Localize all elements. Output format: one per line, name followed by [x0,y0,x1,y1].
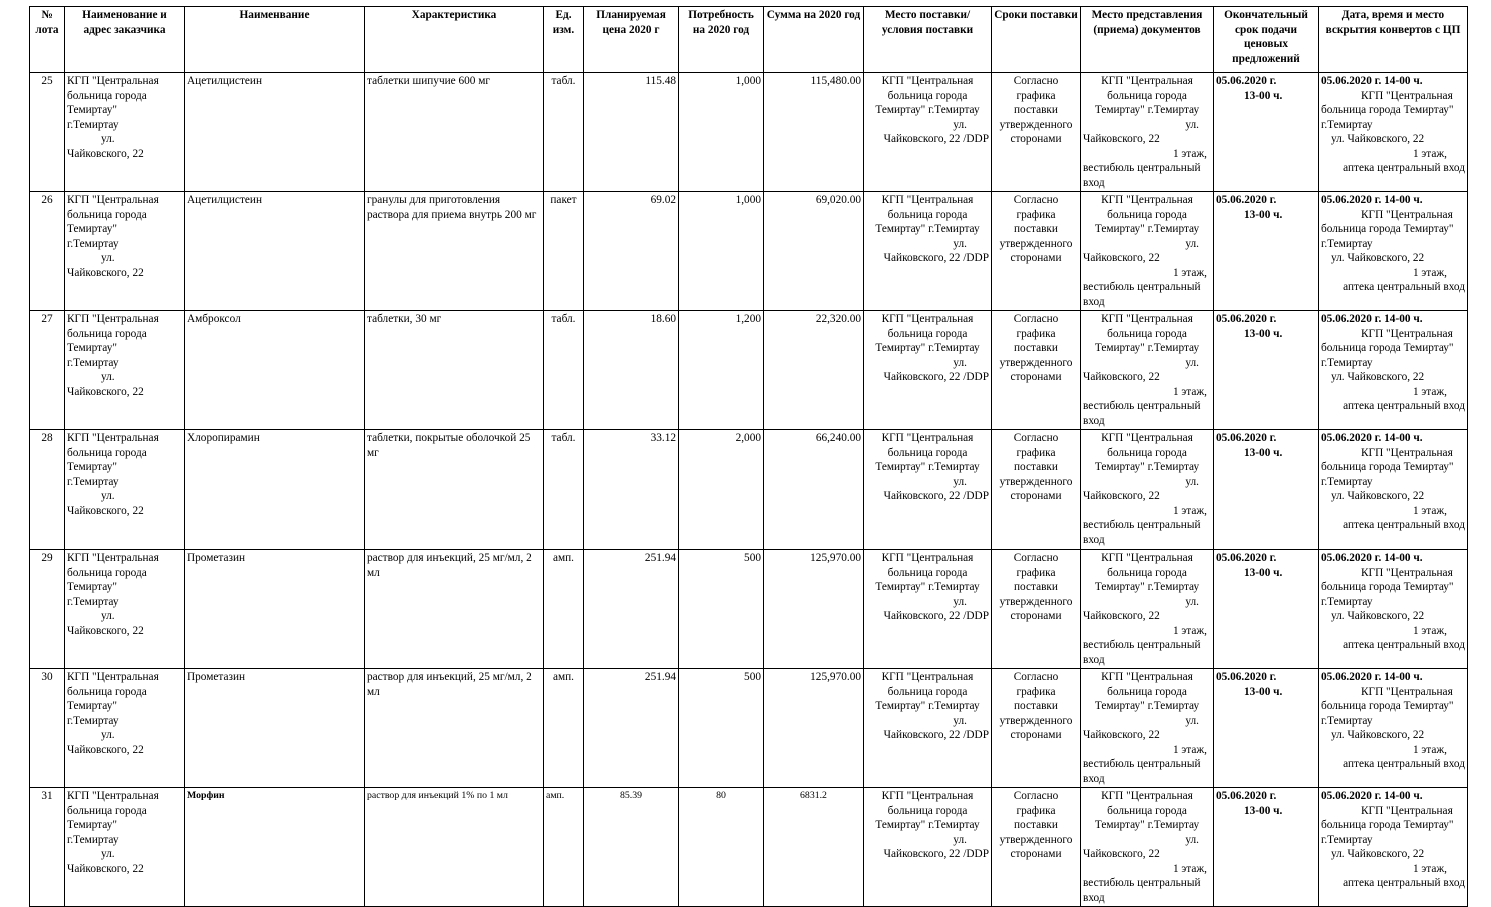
total-sum: 6831.2 [764,788,864,907]
delivery-line: Чайковского, 22 /DDP [883,490,989,502]
delivery-place [864,788,992,907]
header-row [30,7,1468,73]
customer-line: г.Темиртау [67,237,119,250]
customer-line: КГП "Центральная больница города Темиртау" [67,432,159,473]
delivery-place [864,192,992,311]
quantity: 80 [679,788,764,907]
customer-line: КГП "Центральная больница города Темиртау" [67,194,159,235]
opening-datetime: 05.06.2020 г. 14-00 ч. [1321,552,1423,564]
docs-line: 1 этаж, [1172,624,1207,637]
opening-line: аптека центральный вход [1343,281,1465,293]
delivery-line: Чайковского, 22 /DDP [883,133,989,145]
opening-datetime: 05.06.2020 г. 14-00 ч. [1321,790,1423,802]
drug-spec: раствор для инъекций, 25 мг/мл, 2 мл [365,550,544,669]
docs-line: ул. [1185,475,1199,488]
opening-line: г.Темиртау [1321,237,1373,250]
envelope-opening [1319,788,1468,907]
delivery-terms: Согласно графика поставки утвержденного сторонами [992,192,1081,311]
lot-number: 29 [30,550,65,669]
docs-line: ул. [1185,237,1199,250]
customer-line: г.Темиртау [67,595,119,608]
opening-datetime: 05.06.2020 г. 14-00 ч. [1321,75,1423,87]
header-delivery: Место поставки/условия поставки [864,7,992,73]
customer-line: Чайковского, 22 [67,266,144,279]
customer-address [65,669,185,788]
customer-line: Чайковского, 22 [67,385,144,398]
deadline-date: 05.06.2020 г. [1216,313,1277,325]
quantity: 1,000 [679,192,764,311]
delivery-terms: Согласно графика поставки утвержденного сторонами [992,669,1081,788]
opening-line: ул. Чайковского, 22 [1331,490,1425,502]
delivery-place [864,73,992,192]
customer-line: г.Темиртау [67,833,119,846]
lot-number: 27 [30,311,65,430]
customer-line: Чайковского, 22 [67,743,144,756]
deadline [1214,788,1319,907]
unit: табл. [544,430,584,550]
opening-line: г.Темиртау [1321,595,1373,608]
opening-line: 1 этаж, [1412,504,1447,517]
lot-number: 28 [30,430,65,550]
opening-line: ул. Чайковского, 22 [1331,133,1425,145]
quantity: 500 [679,669,764,788]
documents-place [1081,788,1214,907]
delivery-line: ул. [953,118,967,131]
delivery-line: ул. [953,714,967,727]
total-sum: 22,320.00 [764,311,864,430]
deadline [1214,430,1319,550]
docs-line: КГП "Центральная больница города Темиртау" г.Темиртау [1094,75,1200,116]
envelope-opening [1319,192,1468,311]
deadline-time: 13-00 ч. [1244,804,1283,817]
envelope-opening [1319,669,1468,788]
customer-line: Чайковского, 22 [67,624,144,637]
deadline [1214,669,1319,788]
quantity: 2,000 [679,430,764,550]
total-sum: 125,970.00 [764,550,864,669]
customer-line: КГП "Центральная больница города Темиртау" [67,75,159,116]
customer-address [65,311,185,430]
delivery-line: ул. [953,595,967,608]
drug-spec: раствор для инъекций 1% по 1 мл [365,788,544,907]
customer-line: КГП "Центральная больница города Темиртау" [67,671,159,712]
table-body [30,73,1468,907]
delivery-line: Чайковского, 22 /DDP [883,729,989,741]
total-sum: 69,020.00 [764,192,864,311]
opening-line: г.Темиртау [1321,833,1373,846]
docs-line: вестибюль центральный вход [1083,519,1201,546]
documents-place [1081,550,1214,669]
lot-number: 31 [30,788,65,907]
opening-line: аптека центральный вход [1343,877,1465,889]
deadline-time: 13-00 ч. [1244,327,1283,340]
drug-name: Ацетилцистеин [185,192,365,311]
unit: пакет [544,192,584,311]
planned-price: 69.02 [584,192,679,311]
docs-line: КГП "Центральная больница города Темиртау" г.Темиртау [1094,552,1200,593]
lot-number: 30 [30,669,65,788]
docs-line: КГП "Центральная больница города Темиртау" г.Темиртау [1094,790,1200,831]
deadline-time: 13-00 ч. [1244,89,1283,102]
deadline [1214,550,1319,669]
opening-line: КГП "Центральная больница города Темиртау" [1321,327,1454,354]
docs-line: 1 этаж, [1172,743,1207,756]
opening-line: г.Темиртау [1321,118,1373,131]
drug-spec: таблетки шипучие 600 мг [365,73,544,192]
customer-line: КГП "Центральная больница города Темиртау" [67,552,159,593]
opening-line: аптека центральный вход [1343,519,1465,531]
customer-address [65,73,185,192]
opening-line: 1 этаж, [1412,147,1447,160]
deadline-date: 05.06.2020 г. [1216,552,1277,564]
planned-price: 33.12 [584,430,679,550]
customer-line: г.Темиртау [67,356,119,369]
table-row [30,430,1468,550]
delivery-line: Чайковского, 22 /DDP [883,371,989,383]
docs-line: Чайковского, 22 [1083,133,1160,145]
deadline-date: 05.06.2020 г. [1216,194,1277,206]
header-customer: Наименование и адрес заказчика [65,7,185,73]
drug-name: Хлоропирамин [185,430,365,550]
opening-line: аптека центральный вход [1343,400,1465,412]
total-sum: 115,480.00 [764,73,864,192]
unit: табл. [544,73,584,192]
docs-line: КГП "Центральная больница города Темиртау" г.Темиртау [1094,432,1200,473]
customer-line: ул. [101,133,115,145]
docs-line: ул. [1185,714,1199,727]
customer-line: ул. [101,371,115,383]
table-row [30,550,1468,669]
unit: амп. [544,550,584,669]
customer-address [65,788,185,907]
opening-line: ул. Чайковского, 22 [1331,729,1425,741]
customer-line: ул. [101,490,115,502]
drug-spec: гранулы для приготовления раствора для приема внутрь 200 мг [365,192,544,311]
opening-line: 1 этаж, [1412,743,1447,756]
documents-place [1081,192,1214,311]
customer-address [65,430,185,550]
delivery-terms: Согласно графика поставки утвержденного сторонами [992,430,1081,550]
planned-price: 18.60 [584,311,679,430]
docs-line: Чайковского, 22 [1083,252,1160,264]
envelope-opening [1319,311,1468,430]
docs-line: вестибюль центральный вход [1083,758,1201,785]
docs-line: КГП "Центральная больница города Темиртау" г.Темиртау [1094,671,1200,712]
documents-place [1081,669,1214,788]
opening-line: КГП "Центральная больница города Темиртау" [1321,804,1454,831]
docs-line: вестибюль центральный вход [1083,162,1201,189]
customer-line: г.Темиртау [67,714,119,727]
header-deadline: Окончательный срок подачи ценовых предложений [1214,7,1319,73]
docs-line: 1 этаж, [1172,266,1207,279]
delivery-line: ул. [953,475,967,488]
docs-line: вестибюль центральный вход [1083,877,1201,904]
deadline-time: 13-00 ч. [1244,446,1283,459]
delivery-line: ул. [953,833,967,846]
deadline [1214,192,1319,311]
opening-line: аптека центральный вход [1343,758,1465,770]
delivery-line: КГП "Центральная больница города Темиртау" г.Темиртау [875,313,980,354]
header-unit: Ед. изм. [544,7,584,73]
docs-line: 1 этаж, [1172,504,1207,517]
docs-line: вестибюль центральный вход [1083,639,1201,666]
delivery-line: КГП "Центральная больница города Темиртау" г.Темиртау [875,552,980,593]
docs-line: 1 этаж, [1172,385,1207,398]
docs-line: ул. [1185,118,1199,131]
unit: табл. [544,311,584,430]
header-qty: Потребность на 2020 год [679,7,764,73]
opening-line: КГП "Центральная больница города Темиртау" [1321,566,1454,593]
customer-line: ул. [101,252,115,264]
delivery-line: КГП "Центральная больница города Темиртау" г.Темиртау [875,432,980,473]
header-sum: Сумма на 2020 год [764,7,864,73]
delivery-place [864,550,992,669]
delivery-line: Чайковского, 22 /DDP [883,848,989,860]
customer-line: Чайковского, 22 [67,862,144,875]
opening-line: г.Темиртау [1321,714,1373,727]
customer-line: Чайковского, 22 [67,504,144,517]
delivery-line: КГП "Центральная больница города Темиртау" г.Темиртау [875,671,980,712]
docs-line: Чайковского, 22 [1083,729,1160,741]
envelope-opening [1319,73,1468,192]
table-row [30,311,1468,430]
deadline-date: 05.06.2020 г. [1216,790,1277,802]
delivery-line: КГП "Центральная больница города Темиртау" г.Темиртау [875,790,980,831]
customer-line: ул. [101,729,115,741]
customer-line: ул. [101,848,115,860]
delivery-place [864,311,992,430]
envelope-opening [1319,430,1468,550]
planned-price: 251.94 [584,669,679,788]
customer-line: КГП "Центральная больница города Темиртау" [67,313,159,354]
delivery-place [864,669,992,788]
delivery-terms: Согласно графика поставки утвержденного сторонами [992,788,1081,907]
customer-line: КГП "Центральная больница города Темиртау" [67,790,159,831]
header-opening: Дата, время и место вскрытия конвертов с ЦП [1319,7,1468,73]
drug-name: Амброксол [185,311,365,430]
customer-line: г.Темиртау [67,118,119,131]
delivery-terms: Согласно графика поставки утвержденного сторонами [992,73,1081,192]
quantity: 500 [679,550,764,669]
table-row [30,788,1468,907]
docs-line: Чайковского, 22 [1083,610,1160,622]
customer-address [65,550,185,669]
docs-line: ул. [1185,356,1199,369]
header-lot: № лота [30,7,65,73]
drug-name: Морфин [185,788,365,907]
delivery-line: КГП "Центральная больница города Темиртау" г.Темиртау [875,194,980,235]
customer-address [65,192,185,311]
delivery-line: Чайковского, 22 /DDP [883,610,989,622]
opening-datetime: 05.06.2020 г. 14-00 ч. [1321,432,1423,444]
deadline-date: 05.06.2020 г. [1216,671,1277,683]
header-price: Планируемая цена 2020 г [584,7,679,73]
docs-line: КГП "Центральная больница города Темиртау" г.Темиртау [1094,313,1200,354]
opening-line: 1 этаж, [1412,862,1447,875]
lot-number: 26 [30,192,65,311]
deadline-date: 05.06.2020 г. [1216,432,1277,444]
planned-price: 115.48 [584,73,679,192]
total-sum: 125,970.00 [764,669,864,788]
table-row [30,192,1468,311]
deadline-time: 13-00 ч. [1244,685,1283,698]
docs-line: 1 этаж, [1172,147,1207,160]
customer-line: Чайковского, 22 [67,147,144,160]
procurement-table [29,6,1468,907]
documents-place [1081,73,1214,192]
docs-line: Чайковского, 22 [1083,490,1160,502]
opening-line: аптека центральный вход [1343,162,1465,174]
opening-line: ул. Чайковского, 22 [1331,610,1425,622]
opening-line: г.Темиртау [1321,475,1373,488]
opening-datetime: 05.06.2020 г. 14-00 ч. [1321,313,1423,325]
lot-number: 25 [30,73,65,192]
deadline [1214,311,1319,430]
drug-spec: раствор для инъекций, 25 мг/мл, 2 мл [365,669,544,788]
customer-line: ул. [101,610,115,622]
opening-line: КГП "Центральная больница города Темиртау" [1321,89,1454,116]
docs-line: вестибюль центральный вход [1083,400,1201,427]
opening-line: КГП "Центральная больница города Темиртау" [1321,446,1454,473]
quantity: 1,000 [679,73,764,192]
opening-line: КГП "Центральная больница города Темиртау" [1321,685,1454,712]
drug-name: Прометазин [185,669,365,788]
total-sum: 66,240.00 [764,430,864,550]
drug-name: Прометазин [185,550,365,669]
docs-line: 1 этаж, [1172,862,1207,875]
quantity: 1,200 [679,311,764,430]
planned-price: 251.94 [584,550,679,669]
delivery-terms: Согласно графика поставки утвержденного сторонами [992,550,1081,669]
deadline [1214,73,1319,192]
delivery-line: ул. [953,237,967,250]
delivery-place [864,430,992,550]
opening-line: ул. Чайковского, 22 [1331,848,1425,860]
docs-line: Чайковского, 22 [1083,848,1160,860]
opening-line: г.Темиртау [1321,356,1373,369]
header-docs: Место представления (приема) документов [1081,7,1214,73]
header-spec: Характеристика [365,7,544,73]
opening-line: 1 этаж, [1412,266,1447,279]
envelope-opening [1319,550,1468,669]
drug-spec: таблетки, покрытые оболочкой 25 мг [365,430,544,550]
table-row [30,669,1468,788]
planned-price: 85.39 [584,788,679,907]
deadline-date: 05.06.2020 г. [1216,75,1277,87]
drug-name: Ацетилцистеин [185,73,365,192]
unit: амп. [544,669,584,788]
unit: амп. [544,788,584,907]
opening-line: ул. Чайковского, 22 [1331,371,1425,383]
opening-line: аптека центральный вход [1343,639,1465,651]
docs-line: ул. [1185,595,1199,608]
delivery-line: КГП "Центральная больница города Темиртау" г.Темиртау [875,75,980,116]
deadline-time: 13-00 ч. [1244,566,1283,579]
docs-line: вестибюль центральный вход [1083,281,1201,308]
opening-datetime: 05.06.2020 г. 14-00 ч. [1321,671,1423,683]
deadline-time: 13-00 ч. [1244,208,1283,221]
documents-place [1081,311,1214,430]
docs-line: Чайковского, 22 [1083,371,1160,383]
docs-line: ул. [1185,833,1199,846]
opening-line: 1 этаж, [1412,385,1447,398]
delivery-line: ул. [953,356,967,369]
delivery-line: Чайковского, 22 /DDP [883,252,989,264]
delivery-terms: Согласно графика поставки утвержденного сторонами [992,311,1081,430]
opening-line: КГП "Центральная больница города Темиртау" [1321,208,1454,235]
docs-line: КГП "Центральная больница города Темиртау" г.Темиртау [1094,194,1200,235]
opening-line: 1 этаж, [1412,624,1447,637]
header-name: Наименвание [185,7,365,73]
opening-datetime: 05.06.2020 г. 14-00 ч. [1321,194,1423,206]
customer-line: г.Темиртау [67,475,119,488]
opening-line: ул. Чайковского, 22 [1331,252,1425,264]
drug-spec: таблетки, 30 мг [365,311,544,430]
table-row [30,73,1468,192]
header-terms: Сроки поставки [992,7,1081,73]
documents-place [1081,430,1214,550]
